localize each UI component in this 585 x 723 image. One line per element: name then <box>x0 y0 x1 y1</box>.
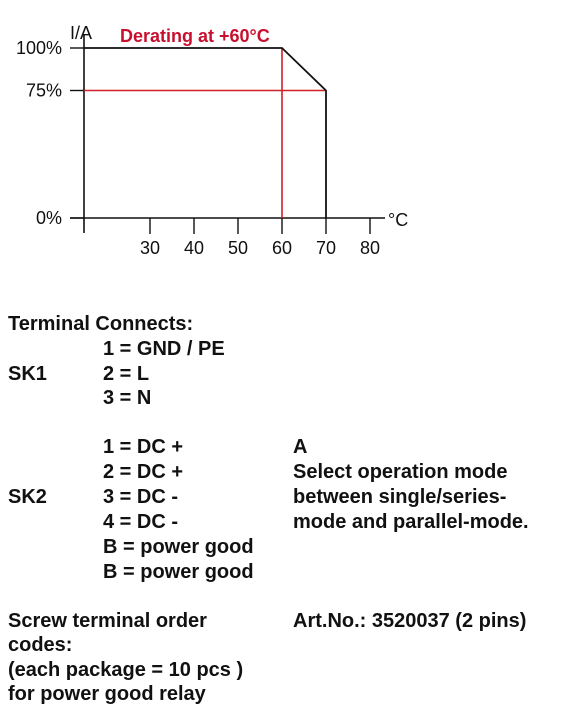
sk1-line: 2 = L <box>103 363 150 385</box>
terminal-heading: Terminal Connects: <box>8 313 194 335</box>
derating-curve <box>84 48 326 218</box>
y-tick-label: 75% <box>25 80 62 101</box>
x-tick-label: 40 <box>183 238 205 258</box>
y-axis-label: I/A <box>70 23 93 43</box>
order-line: for power good relay <box>8 683 206 705</box>
y-tick-label: 100% <box>15 38 62 58</box>
x-axis-label: °C <box>388 210 409 230</box>
sk2-line: B = power good <box>103 536 254 558</box>
sk1-line: 3 = N <box>103 387 152 409</box>
sk2-note: Select operation mode <box>293 461 508 483</box>
x-tick-label: 50 <box>227 238 249 258</box>
sk2-note: between single/series- <box>293 486 507 508</box>
order-line: codes: <box>8 634 73 656</box>
x-tick-label: 70 <box>315 238 337 258</box>
order-line: Screw terminal order <box>8 610 207 632</box>
article-number: Art.No.: 3520037 (2 pins) <box>293 610 527 632</box>
sk2-line: 1 = DC + <box>103 436 184 458</box>
sk1-label: SK1 <box>8 363 47 385</box>
y-tick-label: 0% <box>35 208 62 228</box>
chart-marks <box>84 48 326 218</box>
chart-title: Derating at +60°C <box>120 26 270 46</box>
x-tick-label: 80 <box>359 238 381 258</box>
chart-axes <box>70 34 385 234</box>
sk2-line: B = power good <box>103 561 254 583</box>
derating-chart <box>0 0 585 270</box>
x-tick-label: 30 <box>139 238 161 258</box>
x-tick-label: 60 <box>271 238 293 258</box>
chart-labels <box>16 23 408 258</box>
order-line: (each package = 10 pcs ) <box>8 659 244 681</box>
sk2-line: 2 = DC + <box>103 461 184 483</box>
sk2-line: 3 = DC - <box>103 486 179 508</box>
sk1-line: 1 = GND / PE <box>103 338 225 360</box>
sk2-note: mode and parallel-mode. <box>293 511 529 533</box>
sk2-label: SK2 <box>8 486 47 508</box>
sk2-line: 4 = DC - <box>103 511 179 533</box>
sk2-note: A <box>293 436 308 458</box>
